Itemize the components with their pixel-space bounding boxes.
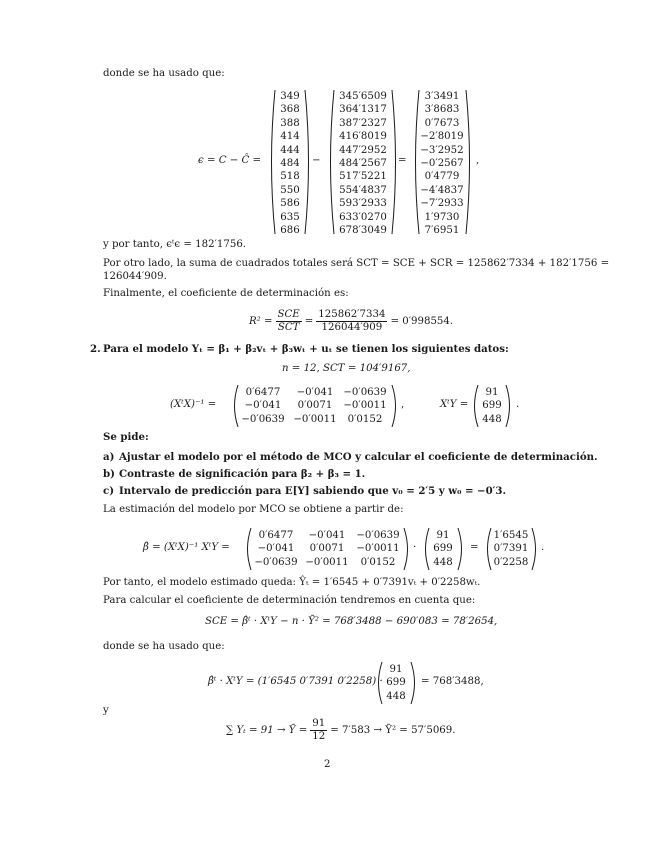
matrix-cell: −0′0011 xyxy=(356,543,400,555)
vector-cell: 1′6545 xyxy=(493,530,529,541)
vector-cell: −7′2933 xyxy=(420,198,464,210)
xty3-vector xyxy=(382,663,410,703)
fraction-den: 12 xyxy=(312,730,326,742)
r2-eq: = xyxy=(304,315,314,327)
vector-cell: −2′8019 xyxy=(420,131,464,143)
beta-result-vector xyxy=(491,529,531,569)
vector-cell: 349 xyxy=(280,91,300,102)
fraction-den: SCT xyxy=(277,321,300,333)
matrix-cell: −0′041 xyxy=(308,530,346,541)
vector-cell: 444 xyxy=(280,144,300,156)
vector-cell: 0′7391 xyxy=(493,543,529,555)
finalmente-text: Finalmente, el coeficiente de determinación es: xyxy=(103,288,349,299)
equals-sign: = xyxy=(398,155,407,166)
vector-cell: 345′6509 xyxy=(339,91,387,102)
right-paren xyxy=(456,526,466,572)
page-number: 2 xyxy=(324,759,331,770)
matrix-cell: 0′6477 xyxy=(258,530,294,541)
dot: · xyxy=(413,542,417,553)
problem-number: 2. xyxy=(90,343,101,355)
vector-cell: 0′4779 xyxy=(424,171,460,183)
matrix-cell: −0′0639 xyxy=(356,530,400,541)
bty-lhs: β̂ᵗ · XᵗY = (1′6545 0′7391 0′2258) · xyxy=(208,676,383,687)
task-a-label: a) xyxy=(103,451,115,463)
vector-cell: 368 xyxy=(280,104,300,116)
vector-cell: 593′2933 xyxy=(339,198,387,210)
vector-cell: 484 xyxy=(280,157,300,169)
comma: , xyxy=(476,155,480,166)
fraction-den: 126044′909 xyxy=(321,321,383,333)
vector-C xyxy=(276,90,304,237)
vector-C-hat xyxy=(334,90,392,237)
vector-cell: 699 xyxy=(433,543,453,555)
sum-rhs: = 7′583 → Ȳ² = 57′5069. xyxy=(330,724,456,736)
vector-cell: −0′2567 xyxy=(420,157,464,169)
sum-equation xyxy=(226,714,456,746)
r2-result: = 0′998554. xyxy=(390,315,454,327)
sce-equation: SCE = β̂ᵗ · XᵗY − n · Ȳ² = 768′3488 − 690′083 = 78′2654, xyxy=(205,616,498,627)
vector-cell: 678′3049 xyxy=(339,224,387,236)
right-paren xyxy=(390,383,400,429)
xty-vector xyxy=(478,386,506,426)
matrix-cell: −0′0011 xyxy=(305,556,349,568)
task-c-label: c) xyxy=(103,485,115,497)
matrix-cell: 0′0152 xyxy=(360,556,396,568)
matrix-cell: −0′0639 xyxy=(254,556,298,568)
xtx2-col-1 xyxy=(251,529,301,569)
n-sct-line: n = 12, SCT = 104′9167, xyxy=(282,363,411,374)
matrix-cell: 0′6477 xyxy=(245,387,281,398)
sum-lhs: ∑ Yₜ = 91 → Ȳ = xyxy=(226,724,308,736)
se-pide: Se pide: xyxy=(103,431,149,443)
period: . xyxy=(516,399,520,410)
r2-equation xyxy=(249,305,453,337)
right-paren xyxy=(530,526,540,572)
fraction-num: SCE xyxy=(277,308,300,320)
vector-cell: 633′0270 xyxy=(339,211,387,223)
xtx2-col-3 xyxy=(353,529,403,569)
vector-cell: 91 xyxy=(436,530,450,541)
vector-cell: −3′2952 xyxy=(420,144,464,156)
matrix-cell: −0′0639 xyxy=(343,387,387,398)
vector-cell: 91 xyxy=(389,664,403,675)
matrix-cell: 0′0071 xyxy=(309,543,345,555)
vector-cell: 7′6951 xyxy=(424,224,460,236)
vector-cell: 635 xyxy=(280,211,300,223)
right-paren xyxy=(464,88,474,236)
vector-cell: −4′4837 xyxy=(420,184,464,196)
vector-cell: 1′9730 xyxy=(424,211,460,223)
r2-lhs: R² = xyxy=(249,315,273,327)
fraction-num: 125862′7334 xyxy=(318,308,386,320)
xty-label: XᵗY = xyxy=(440,399,469,410)
comma: , xyxy=(401,399,405,410)
vector-cell: 484′2567 xyxy=(339,157,387,169)
task-a-text: Ajustar el modelo por el método de MCO y calcular el coeficiente de determinación. xyxy=(119,451,598,463)
right-paren xyxy=(409,660,419,706)
para-calc-text: Para calcular el coeficiente de determinación tendremos en cuenta que: xyxy=(103,595,476,606)
minus-sign: − xyxy=(312,155,321,166)
task-b-label: b) xyxy=(103,468,115,480)
donde-text: donde se ha usado que: xyxy=(103,641,225,652)
vector-cell: 416′8019 xyxy=(339,131,387,143)
vector-cell: 3′8683 xyxy=(424,104,460,116)
vector-cell: 586 xyxy=(280,198,300,210)
sum-fraction xyxy=(310,718,327,743)
vector-cell: 699 xyxy=(482,400,502,412)
xtx2-col-2 xyxy=(302,529,352,569)
r2-fraction-2 xyxy=(316,309,387,334)
vector-cell: 387′2327 xyxy=(339,117,387,129)
ete-text: y por tanto, ϵᵗϵ = 182′1756. xyxy=(103,239,247,250)
vector-cell: 448 xyxy=(482,413,502,425)
problem-heading: Para el modelo Yₜ = β₁ + β₂vₜ + β₃wₜ + uₜ se tienen los siguientes datos: xyxy=(103,343,509,355)
estimacion-text: La estimación del modelo por MCO se obtiene a partir de: xyxy=(103,504,404,515)
matrix-cell: −0′041 xyxy=(257,543,295,555)
vector-cell: 447′2952 xyxy=(339,144,387,156)
matrix-cell: −0′041 xyxy=(244,400,282,412)
vector-cell: 414 xyxy=(280,131,300,143)
equals-sign: = xyxy=(470,542,479,553)
vector-cell: 517′5221 xyxy=(339,171,387,183)
matrix-cell: −0′0011 xyxy=(293,413,337,425)
task-c-text: Intervalo de predicción para E[Y] sabiendo que v₀ = 2′5 y w₀ = −0′3. xyxy=(119,485,507,497)
vector-cell: 699 xyxy=(386,677,406,689)
vector-cell: 448 xyxy=(386,690,406,702)
fraction-num: 91 xyxy=(312,717,326,729)
matrix-cell: −0′0639 xyxy=(241,413,285,425)
matrix-cell: −0′0011 xyxy=(343,400,387,412)
xty2-vector xyxy=(429,529,457,569)
residual-lhs: ϵ = C − Ĉ = xyxy=(198,155,262,166)
beta-lhs: β̂ = (XᵗX)⁻¹ XᵗY = xyxy=(143,542,230,553)
modelo-text: Por tanto, el modelo estimado queda: Ŷₜ = 1′6545 + 0′7391vₜ + 0′2258wₜ. xyxy=(103,577,481,588)
y-text: y xyxy=(103,705,109,716)
intro-text: donde se ha usado que: xyxy=(103,68,225,79)
matrix-cell: 0′0071 xyxy=(297,400,333,412)
xtx-col-1 xyxy=(238,386,288,426)
xtx-label: (XᵗX)⁻¹ = xyxy=(170,399,217,410)
period: . xyxy=(541,542,545,553)
vector-cell: 3′3491 xyxy=(424,91,460,102)
sct-text-line1: Por otro lado, la suma de cuadrados totales será SCT = SCE + SCR = 125862′7334 + 182′1756 = xyxy=(103,258,610,269)
vector-cell: 448 xyxy=(433,556,453,568)
vector-cell: 388 xyxy=(280,117,300,129)
xtx-col-3 xyxy=(340,386,390,426)
vector-cell: 91 xyxy=(485,387,499,398)
vector-cell: 518 xyxy=(280,171,300,183)
r2-fraction-1 xyxy=(276,309,302,334)
vector-cell: 554′4837 xyxy=(339,184,387,196)
right-paren xyxy=(504,383,514,429)
matrix-cell: 0′0152 xyxy=(347,413,383,425)
vector-cell: 0′7673 xyxy=(424,117,460,129)
sct-text-line2: 126044′909. xyxy=(103,271,167,282)
task-b-text: Contraste de significación para β₂ + β₃ = 1. xyxy=(119,468,366,480)
bty-rhs: = 768′3488, xyxy=(421,676,484,687)
vector-cell: 0′2258 xyxy=(493,556,529,568)
right-paren xyxy=(402,526,412,572)
vector-e xyxy=(419,90,465,237)
xtx-col-2 xyxy=(290,386,340,426)
vector-cell: 364′1317 xyxy=(339,104,387,116)
matrix-cell: −0′041 xyxy=(296,387,334,398)
vector-cell: 550 xyxy=(280,184,300,196)
vector-cell: 686 xyxy=(280,224,300,236)
